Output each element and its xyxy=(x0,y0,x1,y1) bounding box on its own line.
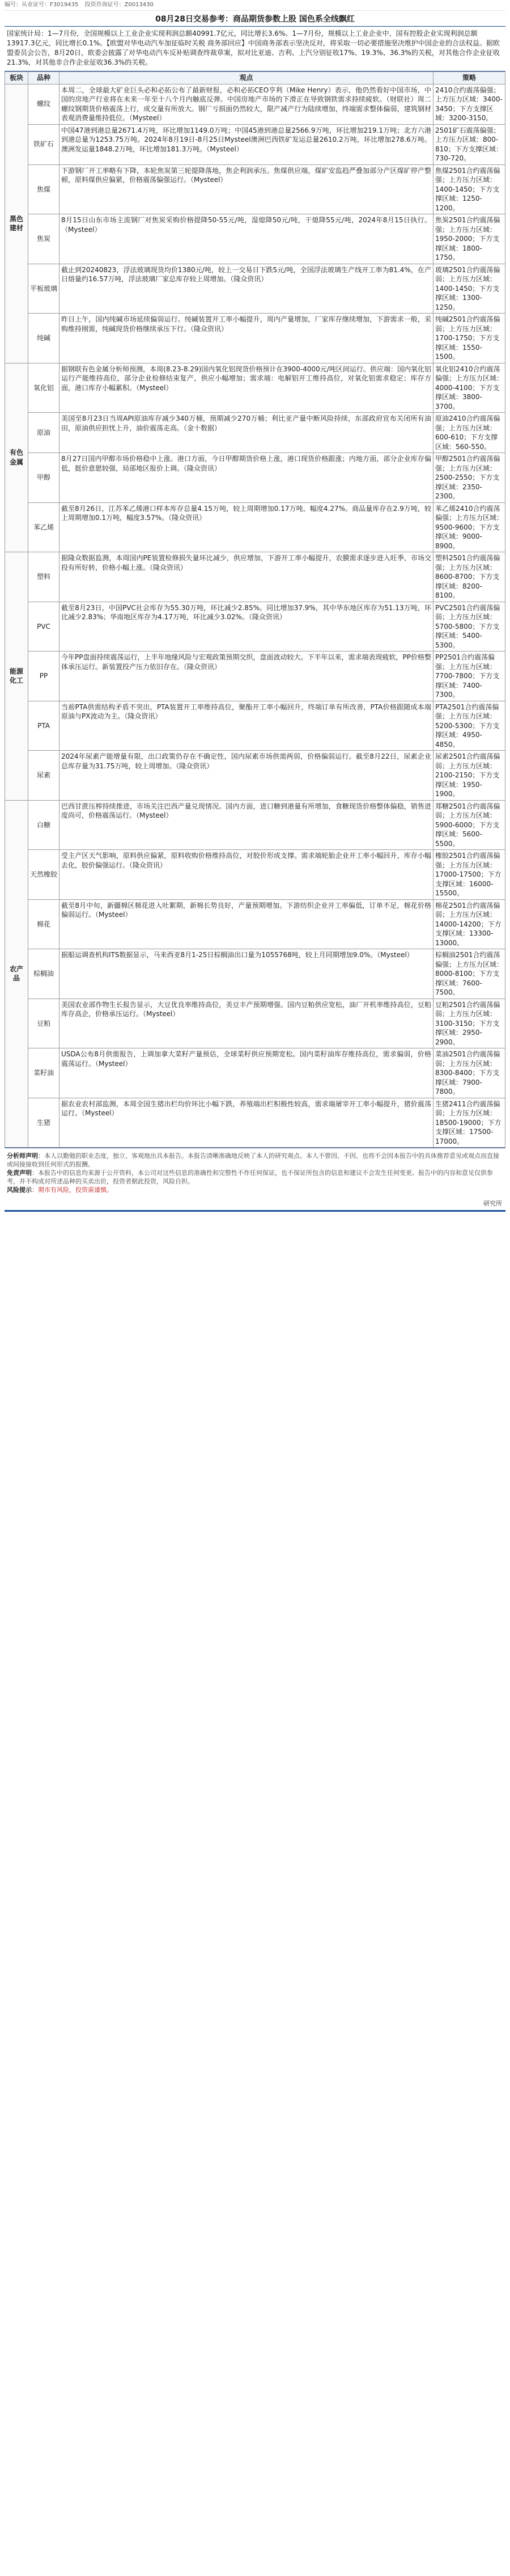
product-cell: 棉花 xyxy=(28,899,60,949)
brand-line xyxy=(5,1210,505,1212)
view-cell: 下游钢厂开工率略有下降，本轮焦炭第三轮提降落地，焦企利润承压。焦煤供应端，煤矿安监趋严叠加部分产区煤矿停产整顿，原料煤供应偏紧，价格震荡偏强运行。（Mysteel） xyxy=(60,164,434,214)
strategy-cell: 豆粕2501合约震荡偏弱；上方压力区域：3100-3150；下方支撑区域：2950-2900。 xyxy=(434,999,505,1048)
view-cell: 据农业农村部监测，本周全国生猪出栏均价环比小幅下跌，养殖端出栏积极性较高，需求端屠宰开工率小幅提升，猪价震荡运行。（Mysteel） xyxy=(60,1098,434,1148)
table-row xyxy=(5,751,505,801)
product-cell: 苯乙烯 xyxy=(28,502,60,552)
product-cell: 尿素 xyxy=(28,751,60,801)
strategy-cell: 生猪2411合约震荡偏弱；上方压力区域：18500-19000；下方支撑区域：17500-17000。 xyxy=(434,1098,505,1148)
product-cell: PVC xyxy=(28,602,60,652)
strategy-cell: 原油2410合约震荡偏强；上方压力区域：600-610；下方支撑区域：560-550。 xyxy=(434,413,505,453)
table-row xyxy=(5,264,505,314)
view-cell: 8月27日国内甲醇市场价格稳中上涨。港口方面，今日甲醇期货价格上涨，港口现货价格跟涨；内地方面，部分企业库存偏低，挺价意愿较强，局部地区报价上调。（隆众资讯） xyxy=(60,453,434,503)
strategy-cell: 郑糖2501合约震荡偏弱；上方压力区域：5900-6000；下方支撑区域：5600-5500。 xyxy=(434,800,505,850)
strategy-cell: 氧化铝2410合约震荡偏强；上方压力区域：4000-4100；下方支撑区域：3800-3700。 xyxy=(434,363,505,413)
analyst-label: 分析师声明 xyxy=(7,1152,38,1160)
view-cell: 当前PTA供需结构矛盾不突出，PTA装置开工率维持高位，聚酯开工率小幅回升，终端订单有所改善，PTA价格跟随成本端原油与PX波动为主。（隆众资讯） xyxy=(60,701,434,751)
product-cell: 原油 xyxy=(28,413,60,453)
risk-text: 期市有风险，投资需谨慎。 xyxy=(38,1186,113,1194)
table-row xyxy=(5,84,505,124)
strategy-cell: PP2501合约震荡偏强；上方压力区域：7700-7800；下方支撑区域：7400-7300。 xyxy=(434,652,505,701)
footer: 分析师声明：本人以勤勉的职业态度，独立、客观地出具本报告。本报告清晰准确地反映了本人的研究观点。本人不曾因、不因、也将不会因本报告中的具体推荐意见或观点而直接或间接接收到任何形式的报酬。 免责声明：本报告中的信息均来源于公开资料，本公司对这些信息的准确性和完整性不作任何保证，也不保证所包含的信息和建议不会发生任何变更。报告中的内容和意见仅供参考，并不构成对所述品种的买卖出价，投资者据此投资，风险自担。 风险提示：期市有风险，投资需谨慎。 xyxy=(5,1148,505,1198)
strategy-cell: 2501矿石震荡偏强；上方压力区域：800-810；下方支撑区域：730-720。 xyxy=(434,124,505,164)
table-row xyxy=(5,1098,505,1148)
author-id: 编号：从业证号：F3019435 xyxy=(5,2,79,8)
product-cell: 平板玻璃 xyxy=(28,264,60,314)
disclaimer-label: 免责声明 xyxy=(7,1169,32,1177)
strategy-cell: 棕榈油2501合约震荡偏强；上方压力区域：8000-8100；下方支撑区域：7600-7500。 xyxy=(434,949,505,999)
table-header-row xyxy=(5,72,505,84)
strategy-cell: PTA2501合约震荡偏强；上方压力区域：5200-5300；下方支撑区域：4950-4850。 xyxy=(434,701,505,751)
sector-cell: 能源化工 xyxy=(5,552,28,801)
product-cell: 焦炭 xyxy=(28,214,60,264)
sector-cell: 有色金属 xyxy=(5,363,28,552)
strategy-cell: 苯乙烯2410合约震荡偏强；上方压力区域：9500-9600；下方支撑区域：9000-8900。 xyxy=(434,502,505,552)
view-cell: 截至8月中旬，新疆棉区棉花进入吐絮期，新棉长势良好，产量预期增加。下游纺织企业开工率偏低，订单不足，棉花价格偏弱运行。（Mysteel） xyxy=(60,899,434,949)
table-row xyxy=(5,314,505,363)
table-row xyxy=(5,164,505,214)
table-row xyxy=(5,899,505,949)
product-cell: 天然橡胶 xyxy=(28,850,60,900)
strategy-cell: 橡胶2501合约震荡偏强；上方压力区域：17000-17500；下方支撑区域：16000-15500。 xyxy=(434,850,505,900)
view-cell: 据船运调查机构ITS数据显示，马来西亚8月1-25日棕榈油出口量为1055768吨，较上月同期增加9.0%。（Mysteel） xyxy=(60,949,434,999)
view-cell: 本周二，全球最大矿业巨头必和必拓公布了最新财报，必和必拓CEO亨利（Mike Henry）表示，他仍然看好中国市场，中国的房地产行业将在未来一年至十八个月内触底反弹。中国房地产市场的下滑正在导致钢铁需求持续疲软。（财联社）周二螺纹钢期货价格震荡上行，成交量有所放大。钢厂亏损面仍然较大，限产减产行为陆续增加，终端需求整体偏弱，建筑钢材表观消费量维持低位。（Mysteel） xyxy=(60,84,434,124)
strategy-table xyxy=(5,71,505,1148)
table-row xyxy=(5,502,505,552)
table-row xyxy=(5,800,505,850)
table-row xyxy=(5,363,505,413)
view-cell: 据钢联有色金属分析师预测，本周(8.23-8.29)国内氧化铝现货价格预计在3900-4000元/吨区间运行。供应端：国内氧化铝运行产能维持高位，部分企业检修结束复产，供应小幅增加；需求端：电解铝开工维持高位，对氧化铝需求稳定；库存方面，港口库存小幅累积。（Mysteel） xyxy=(60,363,434,413)
view-cell: 据隆众数据监测，本周国内PE装置检修损失量环比减少，供应增加，下游开工率小幅提升，农膜需求逐步进入旺季，市场交投有所好转，价格小幅上涨。（隆众资讯） xyxy=(60,552,434,602)
risk-label: 风险提示 xyxy=(7,1186,32,1194)
product-cell: 豆粕 xyxy=(28,999,60,1048)
table-row xyxy=(5,453,505,503)
product-cell: 棕榈油 xyxy=(28,949,60,999)
product-cell: 焦煤 xyxy=(28,164,60,214)
product-cell: 塑料 xyxy=(28,552,60,602)
view-cell: 8月15日山东市场主流钢厂对焦炭采购价格提降50-55元/吨，湿熄降50元/吨，干熄降55元/吨，2024年8月15日执行。（Mysteel） xyxy=(60,214,434,264)
view-cell: 截至8月26日，江苏苯乙烯港口样本库存总量4.15万吨，较上周期增加0.17万吨，幅度4.27%。商品量库存在2.9万吨，较上周期增加0.1万吨，幅度3.57%。（隆众资讯） xyxy=(60,502,434,552)
view-cell: 受主产区天气影响，原料供应偏紧，原料收购价格维持高位，对胶价形成支撑。需求端轮胎企业开工率小幅回升，库存小幅去化，胶价偏强运行。（隆众资讯） xyxy=(60,850,434,900)
macro-summary: 国家统计局：1—7月份，全国规模以上工业企业实现利润总额40991.7亿元，同比增长3.6%。1—7月份，规模以上工业企业中，国有控股企业实现利润总额13917.3亿元，同比增长0.1%。【欧盟对华电动汽车加征临时关税 商务部回应】中国商务部表示坚决反对，将采取一切必要措施坚决维护中国企业的合法权益。据欧盟委员会公告，8月20日，欧委会披露了对华电动汽车反补贴调查终裁草案，拟对比亚迪、吉利、上汽分别征收17%、19.3%、36.3%的关税，对其他合作企业征收21.3%，对其他非合作企业征收36.3%的关税。 xyxy=(5,27,505,71)
table-row xyxy=(5,652,505,701)
strategy-cell: 玻璃2501合约震荡偏弱；上方压力区域：1400-1450；下方支撑区域：1300-1250。 xyxy=(434,264,505,314)
strategy-cell: 棉花2501合约震荡偏弱；上方压力区域：14000-14200；下方支撑区域：13300-13000。 xyxy=(434,899,505,949)
table-row xyxy=(5,1048,505,1098)
strategy-cell: 焦煤2501合约震荡偏强；上方压力区域：1400-1450；下方支撑区域：1250-1200。 xyxy=(434,164,505,214)
product-cell: 氧化铝 xyxy=(28,363,60,413)
table-row xyxy=(5,701,505,751)
sector-cell: 农产品 xyxy=(5,800,28,1148)
topbar xyxy=(5,0,505,11)
product-cell: 菜籽油 xyxy=(28,1048,60,1098)
header-product: 品种 xyxy=(28,72,60,84)
product-cell: PTA xyxy=(28,701,60,751)
org-name: 研究所 xyxy=(483,1200,502,1207)
strategy-cell: 菜油2501合约震荡偏弱；上方压力区域：8300-8400；下方支撑区域：7900-7800。 xyxy=(434,1048,505,1098)
title-wrap xyxy=(5,11,505,27)
table-row xyxy=(5,552,505,602)
header-strategy: 策略 xyxy=(434,72,505,84)
view-cell: 2024年尿素产能增量有限，出口政策仍存在不确定性，国内尿素市场供需两弱，价格偏弱运行。截至8月22日，尿素企业总库存量为31.75万吨，较上周增加。（隆众资讯） xyxy=(60,751,434,801)
strategy-cell: 焦炭2501合约震荡偏强；上方压力区域：1950-2000；下方支撑区域：1800-1750。 xyxy=(434,214,505,264)
table-row xyxy=(5,124,505,164)
table-row xyxy=(5,850,505,900)
table-row xyxy=(5,413,505,453)
strategy-cell: 2410合约震荡偏强；上方压力区域：3400-3450；下方支撑区域：3200-3150。 xyxy=(434,84,505,124)
view-cell: 美国农业部作物生长报告显示，大豆优良率维持高位，美豆丰产预期增强。国内豆粕供应宽松，油厂开机率维持高位，豆粕库存高企，价格承压运行。（Mysteel） xyxy=(60,999,434,1048)
strategy-cell: 纯碱2501合约震荡偏弱；上方压力区域：1700-1750；下方支撑区域：1550-1500。 xyxy=(434,314,505,363)
product-cell: 铁矿石 xyxy=(28,124,60,164)
product-cell: 螺纹 xyxy=(28,84,60,124)
view-cell: 截止到20240823，浮法玻璃现货均价1380元/吨，较上一交易日下跌5元/吨，全国浮法玻璃生产线开工率为81.4%，在产日熔量约16.57万吨，浮法玻璃厂家总库存较上周增加。（隆众资讯） xyxy=(60,264,434,314)
consult-id: 投资咨询证号：Z0013430 xyxy=(84,2,154,8)
view-cell: 今年PP盘面持续震荡运行，上半年地缘风险与宏观政策预期交织，盘面波动较大。下半年以来，需求端表现疲软，PP价格整体承压运行。新装置投产压力依旧存在。（隆众资讯） xyxy=(60,652,434,701)
product-cell: PP xyxy=(28,652,60,701)
view-cell: 截至8月23日，中国PVC社会库存为55.30万吨，环比减少2.85%。同比增加37.9%，其中华东地区库存为51.13万吨，环比减少2.83%；华南地区库存为4.17万吨，环比减少3.02%。（隆众资讯） xyxy=(60,602,434,652)
view-cell: 昨日上午，国内纯碱市场延续偏弱运行。纯碱装置开工率小幅提升，周内产量增加，厂家库存继续增加，下游需求一般，采购维持刚需，纯碱现货价格继续承压下行。（隆众资讯） xyxy=(60,314,434,363)
table-row xyxy=(5,214,505,264)
strategy-cell: 塑料2501合约震荡偏强；上方压力区域：8600-8700；下方支撑区域：8200-8100。 xyxy=(434,552,505,602)
view-cell: 巴西甘蔗压榨持续推进，市场关注巴西产量兑现情况。国内方面，进口糖到港量有所增加，食糖现货价格整体偏稳，销售进度尚可，价格震荡运行。（Mysteel） xyxy=(60,800,434,850)
table-row xyxy=(5,999,505,1048)
view-cell: 美国至8月23日当周API原油库存减少340万桶，预期减少270万桶；利比亚产量中断风险持续，东部政府宣布关闭所有油田，原油供应担忧上升，油价震荡走高。（金十数据） xyxy=(60,413,434,453)
table-body xyxy=(5,84,505,1148)
strategy-cell: 甲醇2501合约震荡偏强；上方压力区域：2500-2550；下方支撑区域：2350-2300。 xyxy=(434,453,505,503)
view-cell: USDA公布8月供需报告，上调加拿大菜籽产量预估，全球菜籽供应预期宽松。国内菜籽油库存维持高位，需求偏弱，价格震荡运行。（Mysteel） xyxy=(60,1048,434,1098)
product-cell: 生猪 xyxy=(28,1098,60,1148)
header-view: 观点 xyxy=(60,72,434,84)
product-cell: 纯碱 xyxy=(28,314,60,363)
disclaimer-text: 本报告中的信息均来源于公开资料，本公司对这些信息的准确性和完整性不作任何保证，也不保证所包含的信息和建议不会发生任何变更。报告中的内容和意见仅供参考，并不构成对所述品种的买卖出价，投资者据此投资，风险自担。 xyxy=(7,1169,493,1185)
product-cell: 甲醇 xyxy=(28,453,60,503)
report-title: 08月28日交易参考：商品期货参数上股 国色系全线飘红 xyxy=(155,15,355,24)
header-sector: 板块 xyxy=(5,72,28,84)
strategy-cell: PVC2501合约震荡偏弱；上方压力区域：5700-5800；下方支撑区域：5400-5300。 xyxy=(434,602,505,652)
sector-cell: 黑色建材 xyxy=(5,84,28,363)
product-cell: 白糖 xyxy=(28,800,60,850)
analyst-text: 本人以勤勉的职业态度，独立、客观地出具本报告。本报告清晰准确地反映了本人的研究观点。本人不曾因、不因、也将不会因本报告中的具体推荐意见或观点而直接或间接接收到任何形式的报酬。 xyxy=(7,1152,499,1168)
strategy-cell: 尿素2501合约震荡偏弱；上方压力区域：2100-2150；下方支撑区域：1950-1900。 xyxy=(434,751,505,801)
table-row xyxy=(5,602,505,652)
view-cell: 中国47港到港总量2671.4万吨，环比增加1149.0万吨；中国45港到港总量2566.9万吨，环比增加219.1万吨；北方六港到港总量为1253.75万吨。2024年8月19日-8月25日Mysteel澳洲巴西铁矿发运总量2610.2万吨，环比增加278.6万吨。澳洲发运量1848.2万吨，环比增加181.3万吨。（Mysteel） xyxy=(60,124,434,164)
table-row xyxy=(5,949,505,999)
